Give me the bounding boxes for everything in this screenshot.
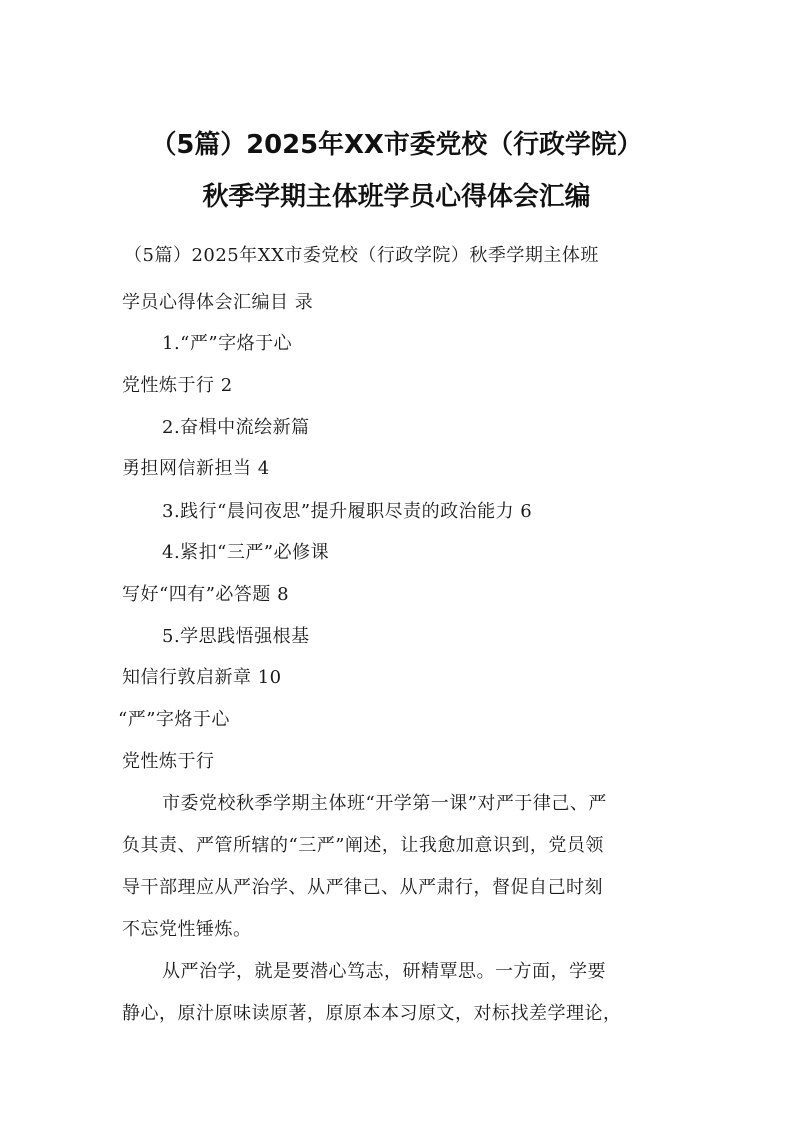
toc-item-1-line1[interactable]: 1.“严”字烙于心 — [162, 333, 293, 354]
document-title-line1: （5篇）2025年XX市委党校（行政学院） — [150, 130, 643, 160]
paragraph-line: 市委党校秋季学期主体班“开学第一课”对严于律己、严 — [162, 793, 607, 814]
intro-line: （5篇）2025年XX市委党校（行政学院）秋季学期主体班 — [124, 245, 599, 266]
section-heading-line2: 党性炼于行 — [122, 751, 215, 772]
toc-item-4-line1[interactable]: 4.紧扣“三严”必修课 — [162, 542, 330, 563]
toc-item-2-line1[interactable]: 2.奋楫中流绘新篇 — [162, 417, 310, 438]
section-heading-line1: “严”字烙于心 — [118, 709, 230, 730]
paragraph-line: 静心，原汁原味读原著，原原本本习原文，对标找差学理论， — [122, 1003, 622, 1024]
toc-item-4-line2[interactable]: 写好“四有”必答题 8 — [122, 584, 290, 605]
paragraph-line: 导干部理应从严治学、从严律己、从严肃行，督促自己时刻 — [122, 877, 603, 898]
paragraph-line: 负其责、严管所辖的“三严”阐述，让我愈加意识到，党员领 — [122, 835, 604, 856]
document-title-line2: 秋季学期主体班学员心得体会汇编 — [202, 182, 591, 212]
intro-line: 学员心得体会汇编目 录 — [122, 292, 314, 313]
toc-item-5-line2[interactable]: 知信行敦启新章 10 — [122, 667, 282, 688]
paragraph-line: 不忘党性锤炼。 — [122, 919, 252, 940]
toc-item-5-line1[interactable]: 5.学思践悟强根基 — [162, 626, 310, 647]
toc-item-3-line1[interactable]: 3.践行“晨问夜思”提升履职尽责的政治能力 6 — [162, 501, 533, 522]
toc-item-2-line2[interactable]: 勇担网信新担当 4 — [122, 458, 270, 479]
toc-item-1-line2[interactable]: 党性炼于行 2 — [122, 375, 233, 396]
paragraph-line: 从严治学，就是要潜心笃志，研精覃思。一方面，学要 — [162, 961, 606, 982]
